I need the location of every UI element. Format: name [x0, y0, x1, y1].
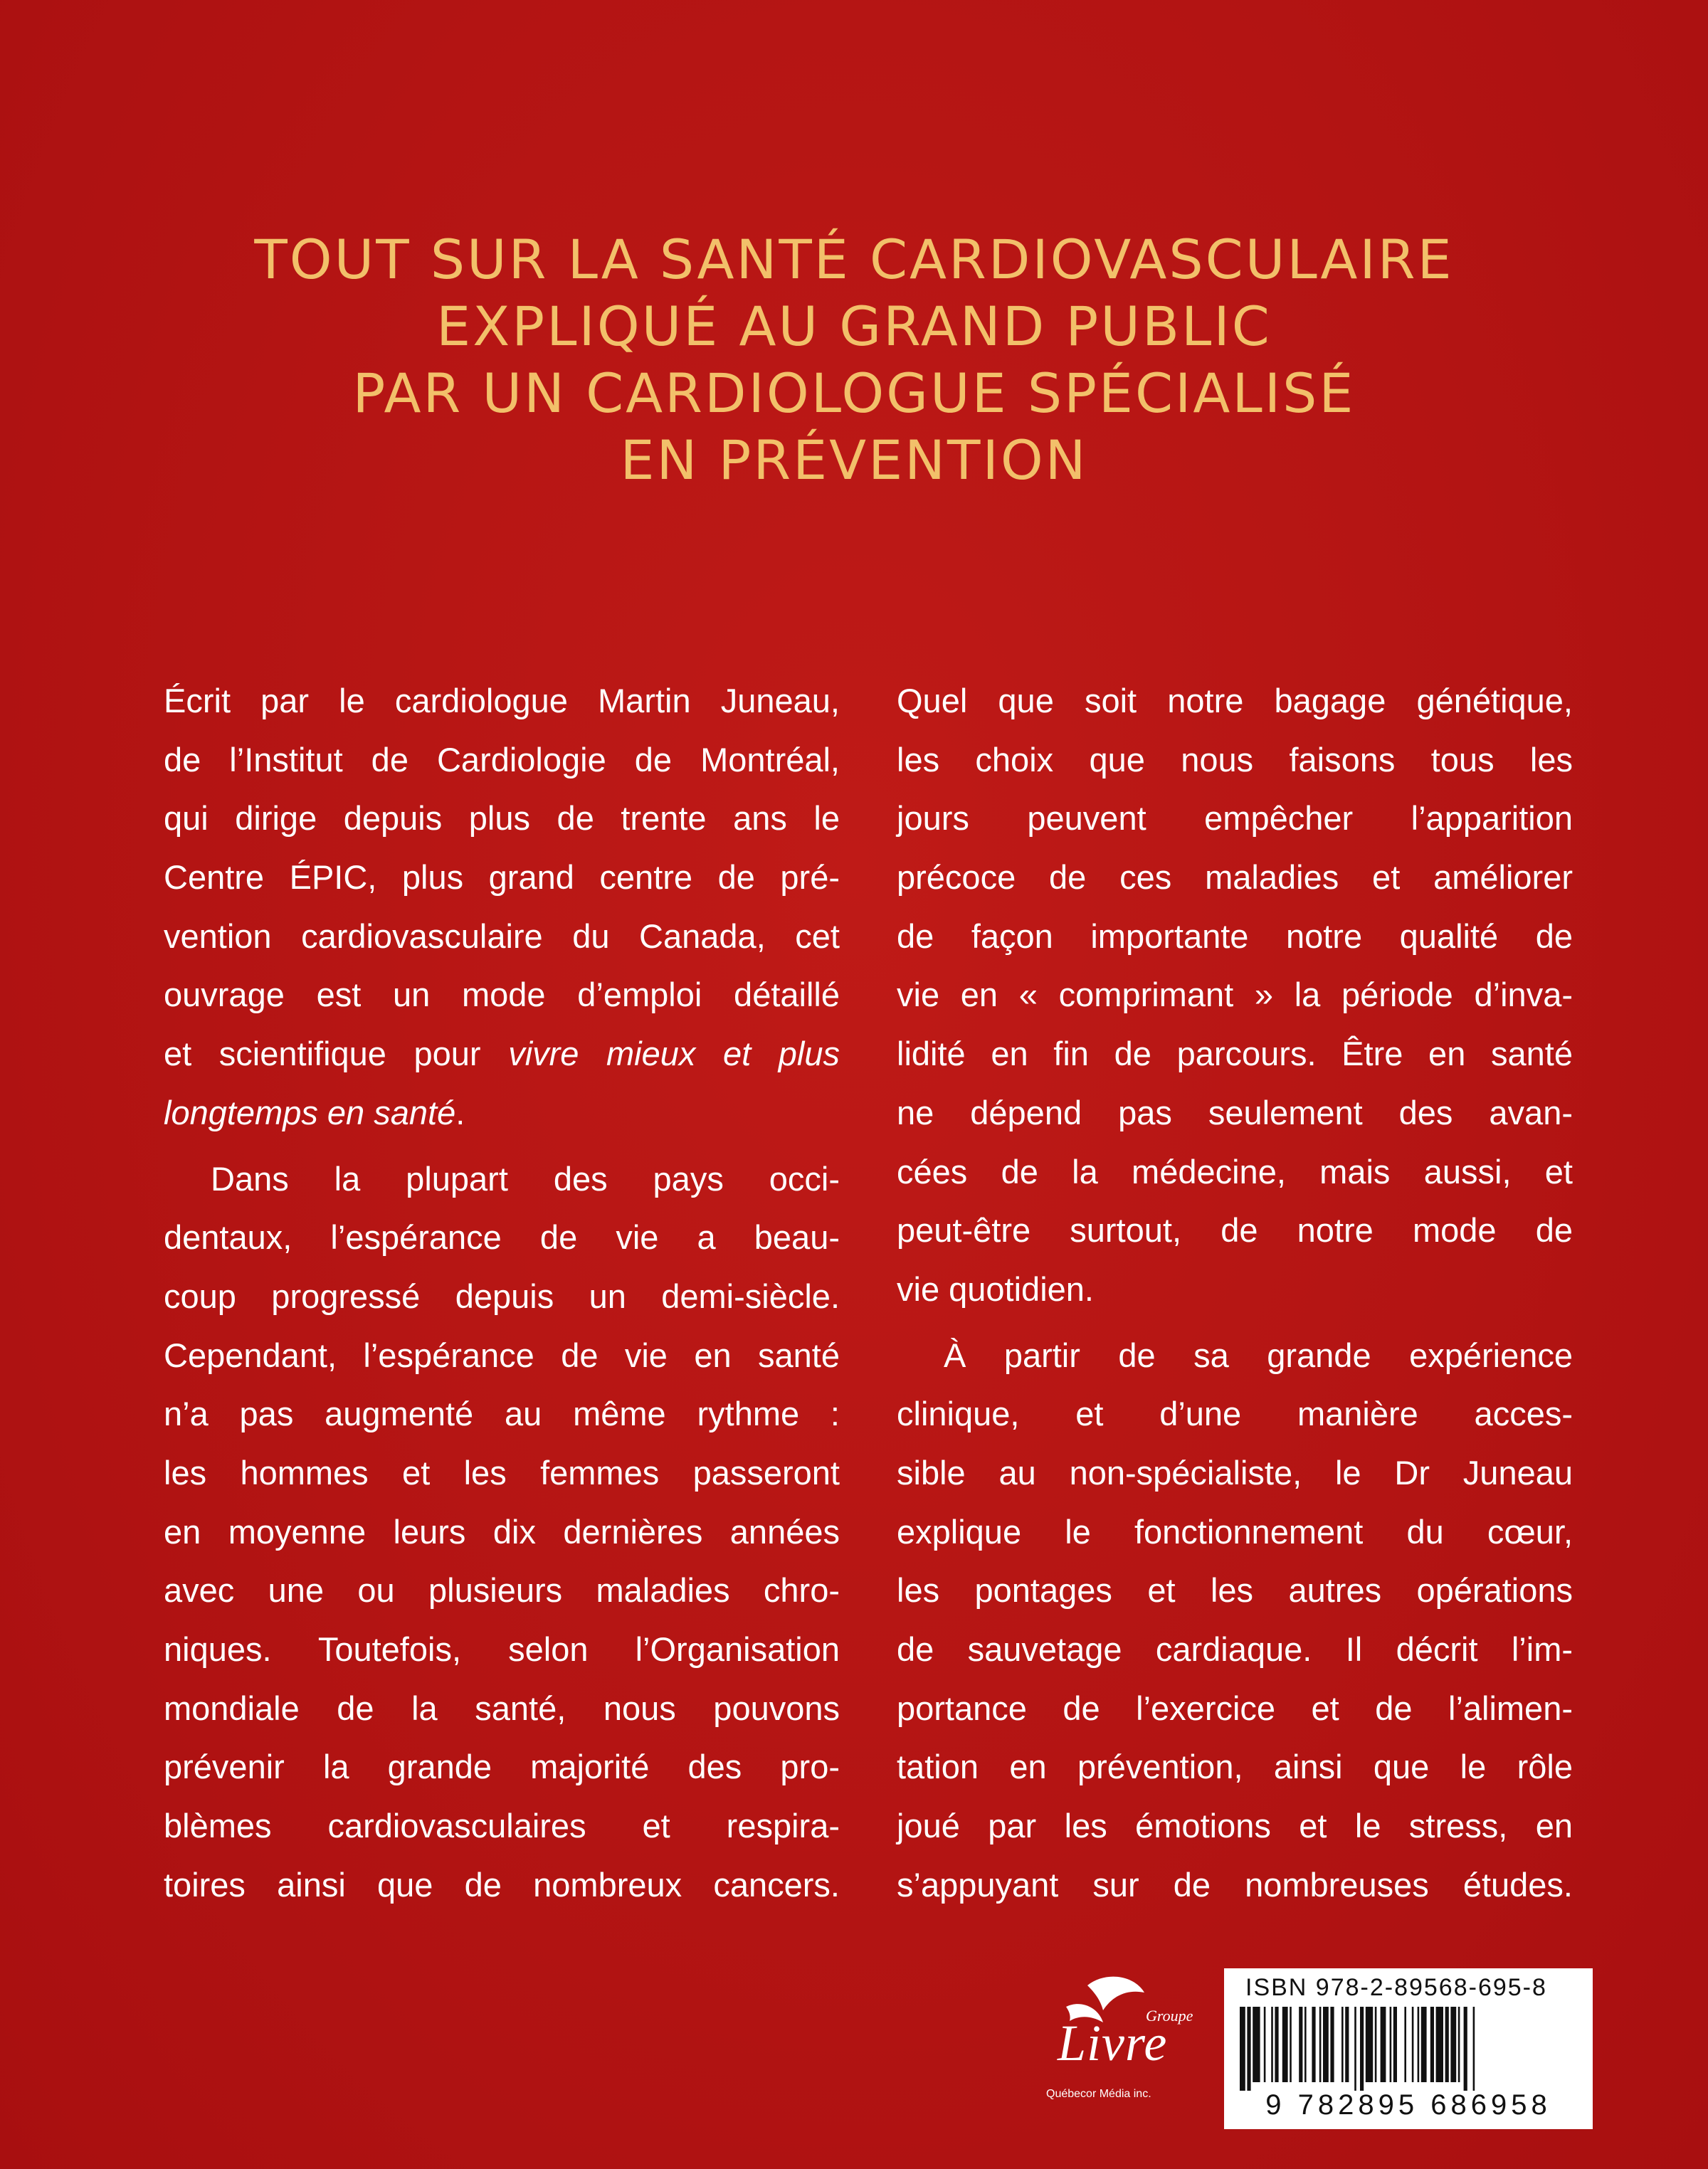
barcode-bar — [1450, 2007, 1456, 2082]
barcode-bar — [1430, 2007, 1434, 2082]
barcode-bar — [1464, 2007, 1467, 2091]
text-line: de façon importante notre qualité de — [897, 917, 1573, 955]
barcode-bar — [1304, 2007, 1307, 2082]
publisher-livre: Livre — [1058, 2015, 1168, 2072]
headline-line-2: EXPLIQUÉ AU GRAND PUBLIC — [436, 295, 1272, 358]
barcode-bar — [1354, 2007, 1356, 2091]
text-line: les choix que nous faisons tous les — [897, 740, 1573, 779]
text-line: en moyenne leurs dix dernières années — [164, 1512, 840, 1551]
headline — [107, 226, 1601, 494]
text-line: cées de la médecine, mais aussi, et — [897, 1152, 1573, 1191]
barcode-bar — [1390, 2007, 1392, 2082]
barcode-bar — [1282, 2007, 1288, 2082]
right-column — [897, 672, 1573, 1914]
text-line: sible au non-spécialiste, le Dr Juneau — [897, 1453, 1573, 1492]
barcode-bar — [1421, 2007, 1427, 2082]
text-line — [164, 1084, 840, 1143]
barcode-bar — [1264, 2007, 1266, 2082]
text-line: clinique, et d’une manière acces- — [897, 1395, 1573, 1433]
text-line: précoce de ces maladies et améliorer — [897, 858, 1573, 897]
text-line: vie quotidien. — [897, 1270, 1094, 1308]
italic-phrase: longtemps en santé — [164, 1093, 456, 1131]
text-line: vention cardiovasculaire du Canada, cet — [164, 917, 840, 955]
text-line: ouvrage est un mode d’emploi détaillé — [164, 976, 840, 1014]
barcode-bar — [1341, 2007, 1344, 2082]
barcode-bar — [1412, 2007, 1414, 2082]
barcode-bar — [1253, 2007, 1260, 2082]
barcode-bar — [1275, 2007, 1278, 2082]
text-line: peut-être surtout, de notre mode de — [897, 1211, 1573, 1250]
text-fragment: et scientifique pour — [164, 1035, 481, 1073]
text-line: portance de l’exercice et de l’alimen- — [897, 1689, 1573, 1727]
headline-line-3: PAR UN CARDIOLOGUE SPÉCIALISÉ — [352, 362, 1356, 425]
barcode-bar — [1473, 2007, 1475, 2091]
barcode-bar — [1404, 2007, 1406, 2082]
barcode-bar — [1319, 2007, 1322, 2082]
text-line: les pontages et les autres opérations — [897, 1571, 1573, 1610]
text-line: niques. Toutefois, selon l’Organisation — [164, 1630, 840, 1668]
barcode-bar — [1445, 2007, 1449, 2082]
barcode-bar — [1299, 2007, 1302, 2082]
isbn-label: ISBN 978-2-89568-695-8 — [1245, 1974, 1547, 2001]
italic-phrase: vivre mieux et plus — [508, 1035, 840, 1073]
text-line: blèmes cardiovasculaires et respira- — [164, 1807, 840, 1845]
barcode-bar — [1418, 2007, 1420, 2082]
text-line: dentaux, l’espérance de vie a beau- — [164, 1218, 840, 1257]
barcode-bar — [1290, 2007, 1292, 2082]
text-line: de sauvetage cardiaque. Il décrit l’im- — [897, 1630, 1573, 1668]
text-line: Centre ÉPIC, plus grand centre de pré- — [164, 858, 840, 897]
text-line: toires ainsi que de nombreux cancers. — [164, 1865, 840, 1904]
barcode-bar — [1247, 2007, 1250, 2091]
barcode-digits: 9 782895 686958 — [1265, 2089, 1551, 2121]
text-line: s’appuyant sur de nombreuses études. — [897, 1865, 1573, 1904]
text-line: de l’Institut de Cardiologie de Montréal, — [164, 740, 840, 779]
text-line: n’a pas augmenté au même rythme : — [164, 1395, 840, 1433]
text-line: vie en « comprimant » la période d’inva- — [897, 976, 1573, 1014]
text-line: joué par les émotions et le stress, en — [897, 1807, 1573, 1845]
headline-line-1: TOUT SUR LA SANTÉ CARDIOVASCULAIRE — [254, 228, 1454, 291]
barcode-bars — [1240, 2007, 1577, 2091]
text-line: qui dirige depuis plus de trente ans le — [164, 799, 840, 838]
barcode-bar — [1393, 2007, 1397, 2082]
headline-line-4: EN PRÉVENTION — [620, 428, 1088, 492]
barcode-bar — [1436, 2007, 1443, 2082]
publisher-subtitle: Québecor Média inc. — [1046, 2088, 1151, 2100]
text-line: À partir de sa grande expérience — [944, 1336, 1573, 1374]
text-line: Cependant, l’espérance de vie en santé — [164, 1336, 840, 1374]
text-line: mondiale de la santé, nous pouvons — [164, 1689, 840, 1727]
barcode-bar — [1323, 2007, 1329, 2082]
text-line: avec une ou plusieurs maladies chro- — [164, 1571, 840, 1610]
barcode-bar — [1312, 2007, 1315, 2082]
barcode-bar — [1458, 2007, 1460, 2082]
text-line: jours peuvent empêcher l’apparition — [897, 799, 1573, 838]
text-fragment: . — [455, 1093, 465, 1131]
text-line: coup progressé depuis un demi-siècle. — [164, 1277, 840, 1315]
barcode-bar — [1375, 2007, 1377, 2082]
barcode-box — [1224, 1968, 1593, 2129]
barcode-bar — [1366, 2007, 1373, 2082]
barcode-bar — [1271, 2007, 1273, 2082]
text-line: Écrit par le cardiologue Martin Juneau, — [164, 682, 840, 719]
text-line: lidité en fin de parcours. Être en santé — [897, 1035, 1573, 1073]
text-line: tation en prévention, ainsi que le rôle — [897, 1748, 1573, 1786]
text-line: prévenir la grande majorité des pro- — [164, 1748, 840, 1786]
text-line: Dans la plupart des pays occi- — [211, 1159, 840, 1198]
publisher-groupe: Groupe — [1146, 2007, 1193, 2025]
barcode-bar — [1345, 2007, 1349, 2082]
text-line: explique le fonctionnement du cœur, — [897, 1512, 1573, 1551]
barcode-bar — [1330, 2007, 1334, 2082]
text-line: les hommes et les femmes passeront — [164, 1453, 840, 1492]
barcode-bar — [1381, 2007, 1386, 2082]
text-line: ne dépend pas seulement des avan- — [897, 1093, 1573, 1131]
barcode-bar — [1360, 2007, 1364, 2091]
left-column — [164, 672, 840, 1914]
barcode-bar — [1240, 2007, 1245, 2091]
text-line — [164, 1025, 840, 1084]
text-line: Quel que soit notre bagage génétique, — [897, 682, 1573, 719]
